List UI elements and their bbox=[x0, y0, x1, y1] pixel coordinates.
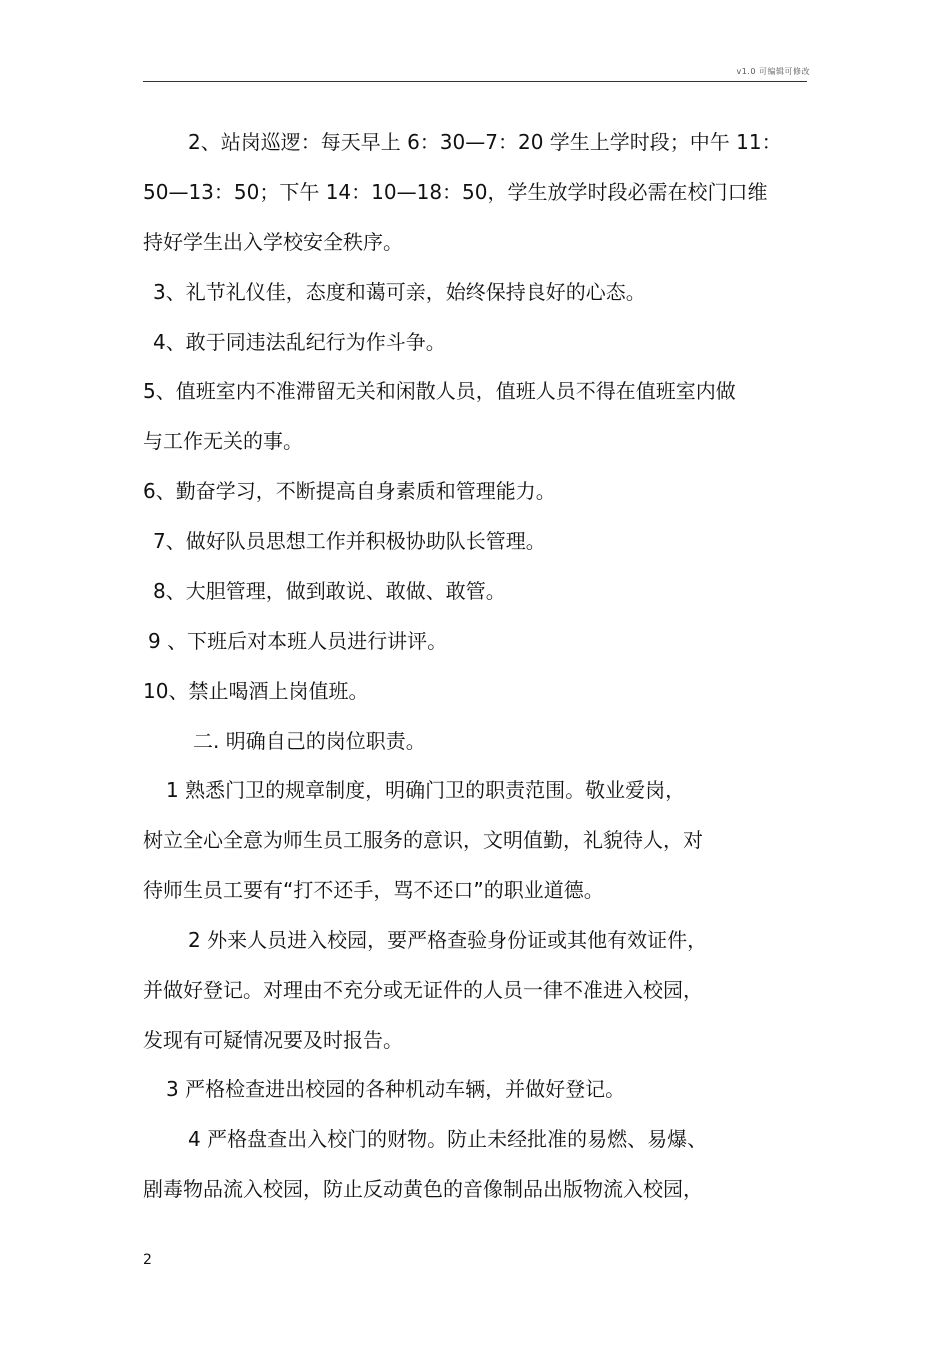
section-heading: 二. 明确自己的岗位职责。 bbox=[193, 729, 426, 753]
paragraph-line: 发现有可疑情况要及时报告。 bbox=[143, 1028, 403, 1052]
paragraph-line: 并做好登记。对理由不充分或无证件的人员一律不准进入校园， bbox=[143, 978, 703, 1002]
paragraph-line: 3 严格检查进出校园的各种机动车辆，并做好登记。 bbox=[166, 1077, 626, 1101]
paragraph-line: 4、敢于同违法乱纪行为作斗争。 bbox=[153, 330, 446, 354]
paragraph-line: 与工作无关的事。 bbox=[143, 429, 303, 453]
paragraph-line: 7、做好队员思想工作并积极协助队长管理。 bbox=[153, 529, 546, 553]
paragraph-line: 2、站岗巡逻：每天早上 6：30—7：20 学生上学时段；中午 11： bbox=[188, 130, 782, 154]
paragraph-line: 5、值班室内不准滞留无关和闲散人员，值班人员不得在值班室内做 bbox=[143, 379, 736, 403]
paragraph-line: 1 熟悉门卫的规章制度，明确门卫的职责范围。敬业爱岗， bbox=[166, 778, 686, 802]
paragraph-line: 6、勤奋学习，不断提高自身素质和管理能力。 bbox=[143, 479, 556, 503]
paragraph-line: 树立全心全意为师生员工服务的意识，文明值勤，礼貌待人，对 bbox=[143, 828, 703, 852]
paragraph-line: 9 、下班后对本班人员进行讲评。 bbox=[148, 629, 448, 653]
paragraph-line: 4 严格盘查出入校门的财物。防止未经批准的易燃、易爆、 bbox=[188, 1127, 708, 1151]
paragraph-line: 剧毒物品流入校园，防止反动黄色的音像制品出版物流入校园， bbox=[143, 1177, 703, 1201]
paragraph-line: 8、大胆管理，做到敢说、敢做、敢管。 bbox=[153, 579, 506, 603]
paragraph-line: 待师生员工要有“打不还手，骂不还口”的职业道德。 bbox=[143, 878, 604, 902]
paragraph-line: 50—13：50；下午 14：10—18：50，学生放学时段必需在校门口维 bbox=[143, 180, 768, 204]
paragraph-line: 持好学生出入学校安全秩序。 bbox=[143, 230, 403, 254]
paragraph-line: 3、礼节礼仪佳，态度和蔼可亲，始终保持良好的心态。 bbox=[153, 280, 646, 304]
paragraph-line: 10、禁止喝酒上岗值班。 bbox=[143, 679, 369, 703]
header-divider bbox=[143, 81, 807, 82]
page-number: 2 bbox=[143, 1252, 152, 1268]
paragraph-line: 2 外来人员进入校园，要严格查验身份证或其他有效证件， bbox=[188, 928, 708, 952]
page-header-note: v1.0 可编辑可修改 bbox=[736, 67, 810, 76]
